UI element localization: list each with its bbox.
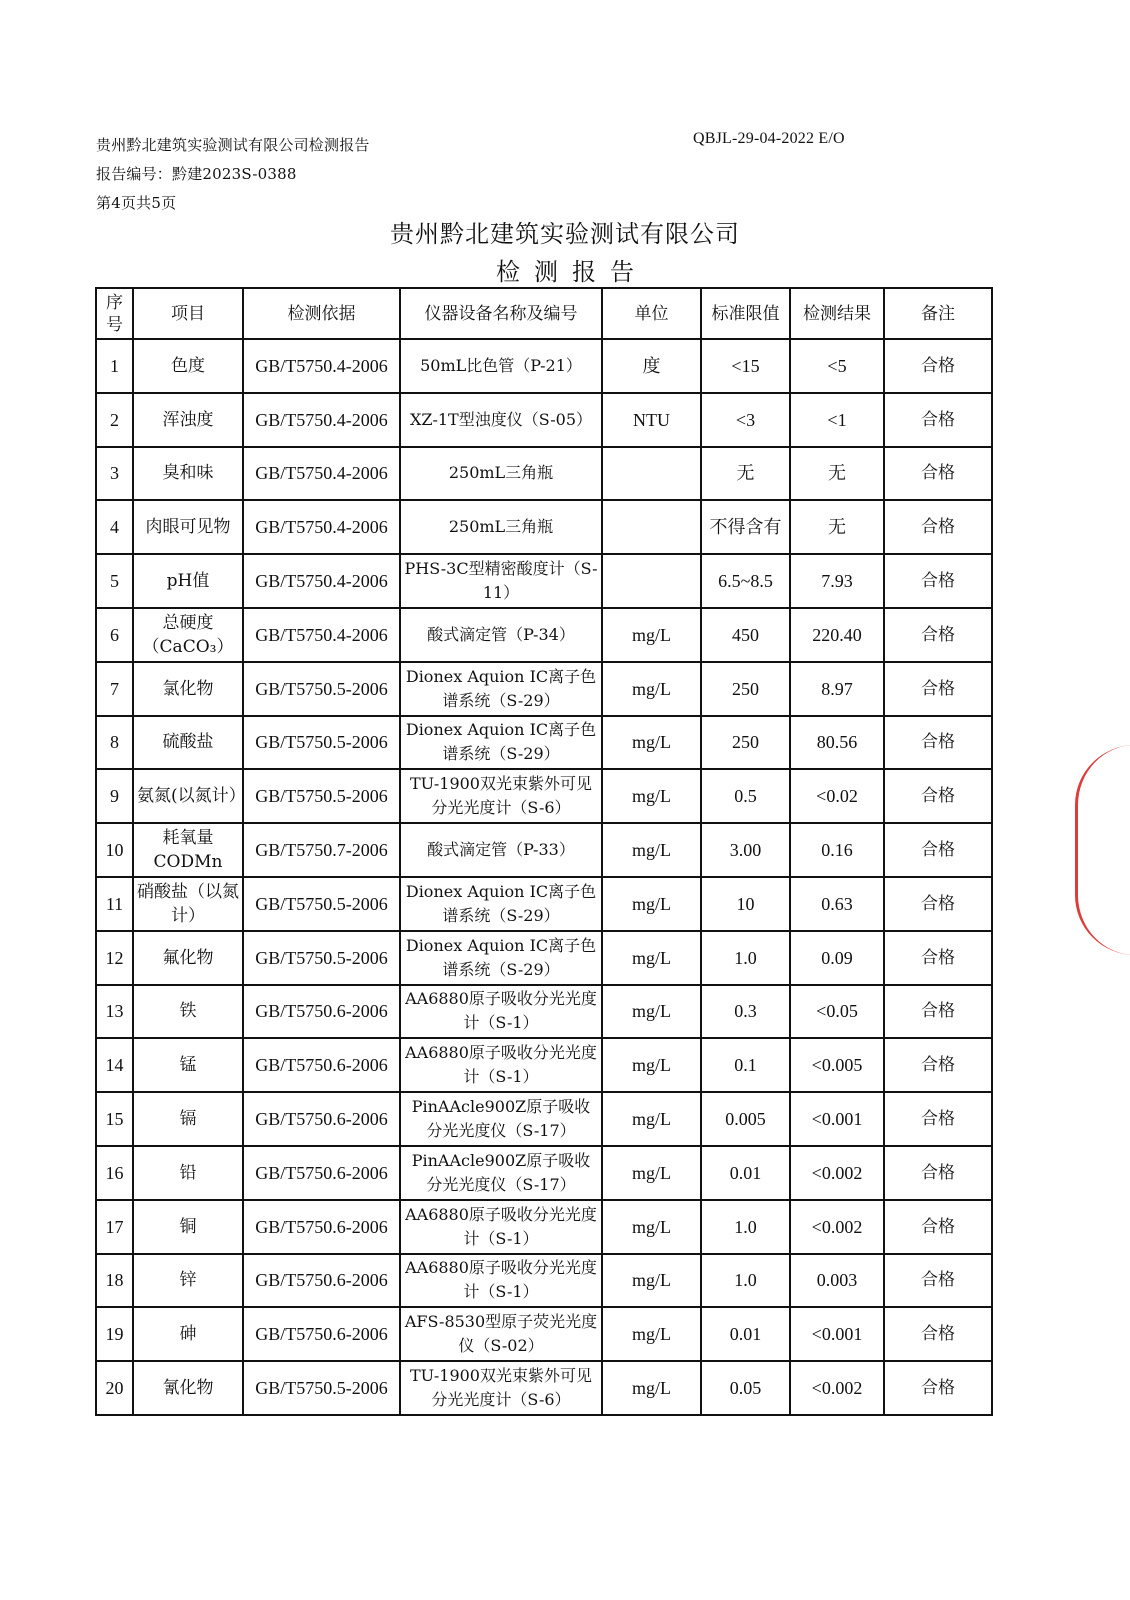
cell-no: 1 (96, 339, 133, 393)
cell-instrument: AA6880原子吸收分光光度计（S-1） (400, 1038, 602, 1092)
table-row (96, 1146, 992, 1200)
table-row (96, 393, 992, 447)
results-table (95, 287, 993, 1416)
cell-item: 肉眼可见物 (133, 500, 243, 554)
cell-no: 3 (96, 447, 133, 501)
table-row (96, 823, 992, 877)
cell-no: 10 (96, 823, 133, 877)
cell-no: 9 (96, 769, 133, 823)
col-header-basis: 检测依据 (243, 288, 400, 339)
cell-item: 总硬度（CaCO₃） (133, 608, 243, 662)
cell-limit: 0.3 (701, 985, 790, 1039)
cell-basis: GB/T5750.5-2006 (243, 931, 400, 985)
table-row (96, 1092, 992, 1146)
cell-note: 合格 (884, 393, 992, 447)
cell-limit: 0.05 (701, 1361, 790, 1415)
cell-no: 4 (96, 500, 133, 554)
cell-basis: GB/T5750.5-2006 (243, 769, 400, 823)
cell-note: 合格 (884, 1254, 992, 1308)
cell-no: 14 (96, 1038, 133, 1092)
cell-item: 氨氮(以氮计） (133, 769, 243, 823)
cell-unit: mg/L (602, 1361, 701, 1415)
cell-no: 15 (96, 1092, 133, 1146)
table-row (96, 447, 992, 501)
cell-limit: 3.00 (701, 823, 790, 877)
cell-limit: 1.0 (701, 1200, 790, 1254)
cell-unit: mg/L (602, 716, 701, 770)
cell-item: 砷 (133, 1307, 243, 1361)
cell-instrument: PHS-3C型精密酸度计（S-11） (400, 554, 602, 608)
cell-instrument: TU-1900双光束紫外可见分光光度计（S-6） (400, 769, 602, 823)
cell-limit: 0.1 (701, 1038, 790, 1092)
cell-unit (602, 500, 701, 554)
cell-limit: 0.01 (701, 1307, 790, 1361)
cell-unit: mg/L (602, 662, 701, 716)
cell-unit (602, 554, 701, 608)
cell-note: 合格 (884, 1307, 992, 1361)
cell-item: 耗氧量 CODMn (133, 823, 243, 877)
cell-basis: GB/T5750.6-2006 (243, 1038, 400, 1092)
cell-no: 19 (96, 1307, 133, 1361)
cell-basis: GB/T5750.4-2006 (243, 393, 400, 447)
cell-unit: mg/L (602, 931, 701, 985)
cell-limit: 250 (701, 662, 790, 716)
cell-basis: GB/T5750.7-2006 (243, 823, 400, 877)
cell-note: 合格 (884, 1038, 992, 1092)
cell-instrument: 250mL三角瓶 (400, 500, 602, 554)
cell-item: 铁 (133, 985, 243, 1039)
cell-note: 合格 (884, 554, 992, 608)
cell-instrument: PinAAcle900Z原子吸收分光光度仪（S-17） (400, 1092, 602, 1146)
cell-item: pH值 (133, 554, 243, 608)
cell-unit: mg/L (602, 1092, 701, 1146)
cell-basis: GB/T5750.4-2006 (243, 608, 400, 662)
cell-no: 2 (96, 393, 133, 447)
cell-limit: <3 (701, 393, 790, 447)
cell-instrument: TU-1900双光束紫外可见分光光度计（S-6） (400, 1361, 602, 1415)
cell-no: 5 (96, 554, 133, 608)
cell-note: 合格 (884, 877, 992, 931)
cell-instrument: 250mL三角瓶 (400, 447, 602, 501)
cell-basis: GB/T5750.5-2006 (243, 662, 400, 716)
cell-result: 0.63 (790, 877, 884, 931)
cell-item: 臭和味 (133, 447, 243, 501)
table-body (96, 339, 992, 1415)
table-row (96, 1254, 992, 1308)
cell-item: 锰 (133, 1038, 243, 1092)
cell-basis: GB/T5750.4-2006 (243, 554, 400, 608)
cell-note: 合格 (884, 662, 992, 716)
col-header-item: 项目 (133, 288, 243, 339)
cell-result: 0.16 (790, 823, 884, 877)
cell-basis: GB/T5750.6-2006 (243, 1254, 400, 1308)
cell-item: 色度 (133, 339, 243, 393)
cell-basis: GB/T5750.5-2006 (243, 877, 400, 931)
cell-unit: NTU (602, 393, 701, 447)
cell-limit: 250 (701, 716, 790, 770)
cell-note: 合格 (884, 1146, 992, 1200)
table-row (96, 877, 992, 931)
cell-result: <0.001 (790, 1092, 884, 1146)
cell-basis: GB/T5750.4-2006 (243, 500, 400, 554)
cell-note: 合格 (884, 500, 992, 554)
cell-instrument: Dionex Aquion IC离子色谱系统（S-29） (400, 662, 602, 716)
page-indicator: 第4页共5页 (96, 194, 177, 212)
cell-item: 氟化物 (133, 931, 243, 985)
cell-note: 合格 (884, 769, 992, 823)
cell-instrument: Dionex Aquion IC离子色谱系统（S-29） (400, 716, 602, 770)
table-row (96, 339, 992, 393)
cell-note: 合格 (884, 1361, 992, 1415)
cell-basis: GB/T5750.6-2006 (243, 1200, 400, 1254)
cell-basis: GB/T5750.6-2006 (243, 985, 400, 1039)
table-row (96, 1200, 992, 1254)
cell-item: 硝酸盐（以氮计） (133, 877, 243, 931)
cell-limit: 1.0 (701, 931, 790, 985)
cell-result: 无 (790, 447, 884, 501)
cell-basis: GB/T5750.4-2006 (243, 339, 400, 393)
table-row (96, 554, 992, 608)
report-number: 报告编号：黔建2023S-0388 (96, 165, 297, 183)
cell-item: 硫酸盐 (133, 716, 243, 770)
cell-unit: mg/L (602, 769, 701, 823)
cell-note: 合格 (884, 339, 992, 393)
table-row (96, 769, 992, 823)
cell-result: <0.02 (790, 769, 884, 823)
cell-no: 18 (96, 1254, 133, 1308)
report-header-title: 贵州黔北建筑实验测试有限公司检测报告 (96, 136, 370, 154)
cell-limit: 0.01 (701, 1146, 790, 1200)
cell-instrument: AFS-8530型原子荧光光度仪（S-02） (400, 1307, 602, 1361)
document-code: QBJL-29-04-2022 E/O (693, 130, 845, 147)
cell-result: <0.002 (790, 1361, 884, 1415)
cell-note: 合格 (884, 823, 992, 877)
table-row (96, 1361, 992, 1415)
cell-item: 镉 (133, 1092, 243, 1146)
cell-no: 7 (96, 662, 133, 716)
cell-unit: mg/L (602, 1254, 701, 1308)
cell-instrument: Dionex Aquion IC离子色谱系统（S-29） (400, 931, 602, 985)
col-header-unit: 单位 (602, 288, 701, 339)
cell-no: 16 (96, 1146, 133, 1200)
cell-note: 合格 (884, 985, 992, 1039)
cell-basis: GB/T5750.5-2006 (243, 716, 400, 770)
table-row (96, 608, 992, 662)
table-row (96, 1038, 992, 1092)
red-stamp-icon (1075, 745, 1130, 955)
cell-result: 8.97 (790, 662, 884, 716)
cell-unit: mg/L (602, 1200, 701, 1254)
table-row (96, 716, 992, 770)
cell-item: 浑浊度 (133, 393, 243, 447)
cell-result: 0.09 (790, 931, 884, 985)
cell-unit: mg/L (602, 1307, 701, 1361)
col-header-result: 检测结果 (790, 288, 884, 339)
company-name: 贵州黔北建筑实验测试有限公司 (390, 220, 740, 248)
cell-limit: 0.005 (701, 1092, 790, 1146)
cell-instrument: AA6880原子吸收分光光度计（S-1） (400, 1254, 602, 1308)
report-title: 检测报告 (496, 258, 648, 286)
cell-result: 7.93 (790, 554, 884, 608)
cell-basis: GB/T5750.6-2006 (243, 1092, 400, 1146)
cell-note: 合格 (884, 1092, 992, 1146)
cell-result: 220.40 (790, 608, 884, 662)
cell-unit: mg/L (602, 608, 701, 662)
cell-limit: <15 (701, 339, 790, 393)
col-header-note: 备注 (884, 288, 992, 339)
cell-limit: 0.5 (701, 769, 790, 823)
cell-limit: 450 (701, 608, 790, 662)
cell-note: 合格 (884, 716, 992, 770)
cell-result: <0.002 (790, 1146, 884, 1200)
cell-instrument: 酸式滴定管（P-34） (400, 608, 602, 662)
cell-basis: GB/T5750.5-2006 (243, 1361, 400, 1415)
cell-unit: mg/L (602, 1146, 701, 1200)
table-header-row (96, 288, 992, 339)
cell-result: <1 (790, 393, 884, 447)
col-header-instrument: 仪器设备名称及编号 (400, 288, 602, 339)
cell-limit: 无 (701, 447, 790, 501)
cell-no: 17 (96, 1200, 133, 1254)
cell-result: 无 (790, 500, 884, 554)
cell-result: <0.002 (790, 1200, 884, 1254)
cell-basis: GB/T5750.6-2006 (243, 1307, 400, 1361)
col-header-no: 序号 (96, 288, 133, 339)
table-row (96, 1307, 992, 1361)
cell-instrument: AA6880原子吸收分光光度计（S-1） (400, 985, 602, 1039)
cell-result: <0.05 (790, 985, 884, 1039)
cell-note: 合格 (884, 608, 992, 662)
cell-result: <0.001 (790, 1307, 884, 1361)
table-row (96, 985, 992, 1039)
cell-unit: mg/L (602, 877, 701, 931)
cell-limit: 10 (701, 877, 790, 931)
cell-basis: GB/T5750.6-2006 (243, 1146, 400, 1200)
cell-item: 铅 (133, 1146, 243, 1200)
cell-unit (602, 447, 701, 501)
cell-item: 氰化物 (133, 1361, 243, 1415)
cell-no: 13 (96, 985, 133, 1039)
cell-instrument: Dionex Aquion IC离子色谱系统（S-29） (400, 877, 602, 931)
cell-result: 80.56 (790, 716, 884, 770)
cell-item: 氯化物 (133, 662, 243, 716)
cell-instrument: PinAAcle900Z原子吸收分光光度仪（S-17） (400, 1146, 602, 1200)
cell-instrument: 50mL比色管（P-21） (400, 339, 602, 393)
cell-item: 铜 (133, 1200, 243, 1254)
cell-no: 20 (96, 1361, 133, 1415)
cell-basis: GB/T5750.4-2006 (243, 447, 400, 501)
table-row (96, 931, 992, 985)
cell-note: 合格 (884, 447, 992, 501)
cell-unit: mg/L (602, 1038, 701, 1092)
cell-limit: 不得含有 (701, 500, 790, 554)
cell-limit: 6.5~8.5 (701, 554, 790, 608)
cell-item: 锌 (133, 1254, 243, 1308)
cell-unit: 度 (602, 339, 701, 393)
cell-no: 8 (96, 716, 133, 770)
cell-result: 0.003 (790, 1254, 884, 1308)
cell-note: 合格 (884, 1200, 992, 1254)
cell-result: <0.005 (790, 1038, 884, 1092)
cell-unit: mg/L (602, 823, 701, 877)
cell-unit: mg/L (602, 985, 701, 1039)
cell-limit: 1.0 (701, 1254, 790, 1308)
cell-no: 6 (96, 608, 133, 662)
col-header-limit: 标准限值 (701, 288, 790, 339)
cell-instrument: XZ-1T型浊度仪（S-05） (400, 393, 602, 447)
cell-note: 合格 (884, 931, 992, 985)
cell-no: 11 (96, 877, 133, 931)
table-row (96, 662, 992, 716)
cell-instrument: AA6880原子吸收分光光度计（S-1） (400, 1200, 602, 1254)
cell-no: 12 (96, 931, 133, 985)
cell-result: <5 (790, 339, 884, 393)
table-row (96, 500, 992, 554)
cell-instrument: 酸式滴定管（P-33） (400, 823, 602, 877)
